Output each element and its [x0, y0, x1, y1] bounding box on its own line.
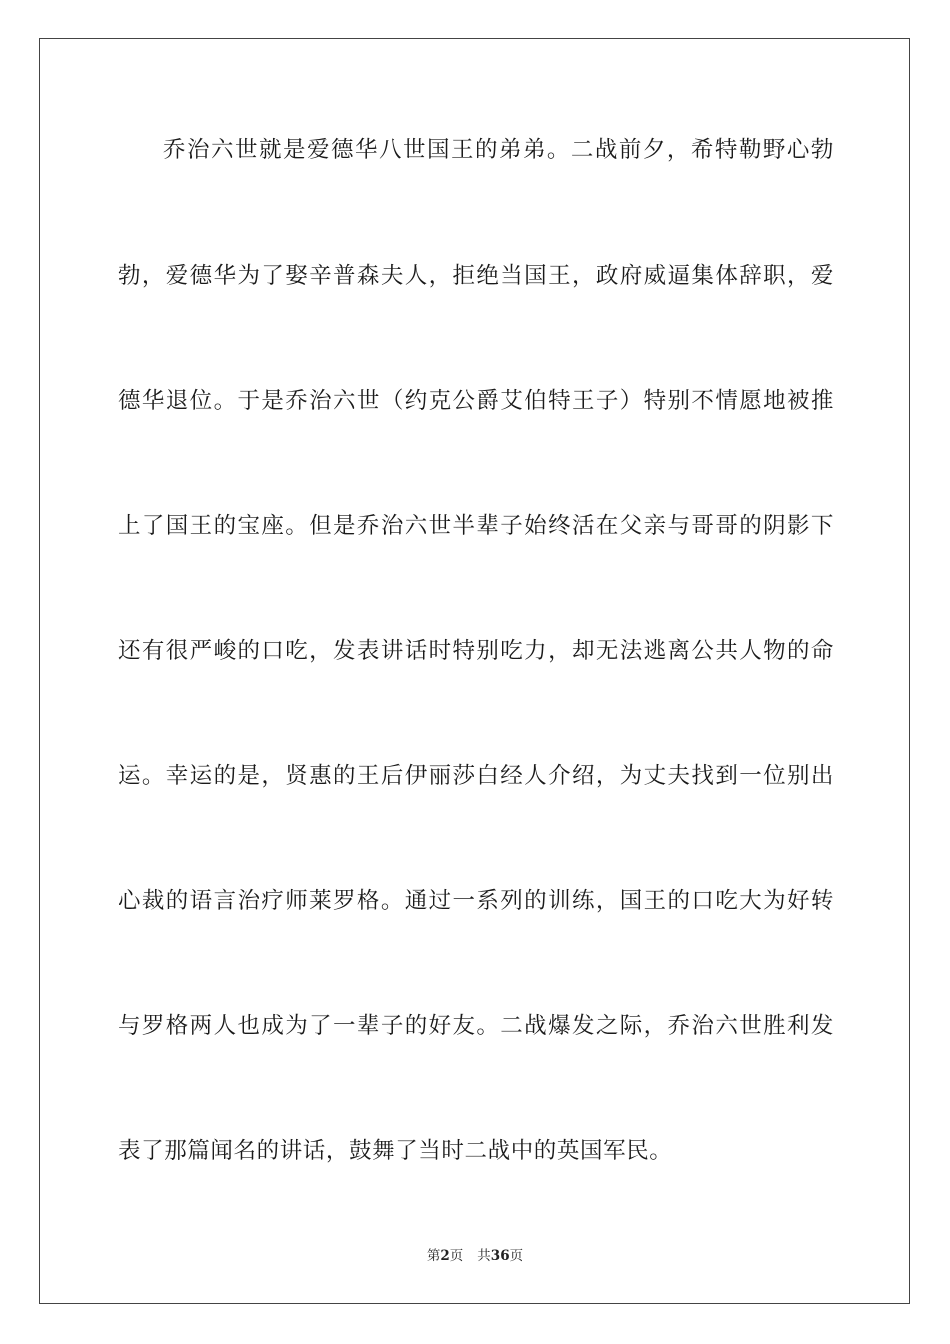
page-number-suffix: 页	[449, 1248, 464, 1264]
page-number-prefix: 第	[426, 1248, 441, 1264]
paragraph-line-5: 还有很严峻的口吃，发表讲话时特别吃力，却无法逃离公共人物的命	[118, 638, 834, 664]
current-page-number: 2	[440, 1248, 450, 1264]
paragraph-line-4: 上了国王的宝座。但是乔治六世半辈子始终活在父亲与哥哥的阴影下	[118, 513, 834, 539]
page-border	[39, 38, 910, 1304]
paragraph-line-3: 德华退位。于是乔治六世（约克公爵艾伯特王子）特别不情愿地被推	[118, 388, 834, 414]
page-footer	[0, 1247, 950, 1265]
paragraph-line-6: 运。幸运的是，贤惠的王后伊丽莎白经人介绍，为丈夫找到一位别出	[118, 763, 834, 789]
paragraph-line-1: 乔治六世就是爱德华八世国王的弟弟。二战前夕，希特勒野心勃	[163, 137, 834, 163]
paragraph-line-9: 表了那篇闻名的讲话，鼓舞了当时二战中的英国军民。	[118, 1138, 673, 1164]
total-pages-number: 36	[490, 1248, 510, 1264]
total-pages-prefix: 共	[477, 1248, 491, 1264]
paragraph-line-7: 心裁的语言治疗师莱罗格。通过一系列的训练，国王的口吃大为好转	[118, 888, 834, 914]
total-pages-suffix: 页	[509, 1248, 524, 1264]
paragraph-line-8: 与罗格两人也成为了一辈子的好友。二战爆发之际，乔治六世胜利发	[118, 1013, 834, 1039]
paragraph-line-2: 勃，爱德华为了娶辛普森夫人，拒绝当国王，政府威逼集体辞职，爱	[118, 263, 834, 289]
